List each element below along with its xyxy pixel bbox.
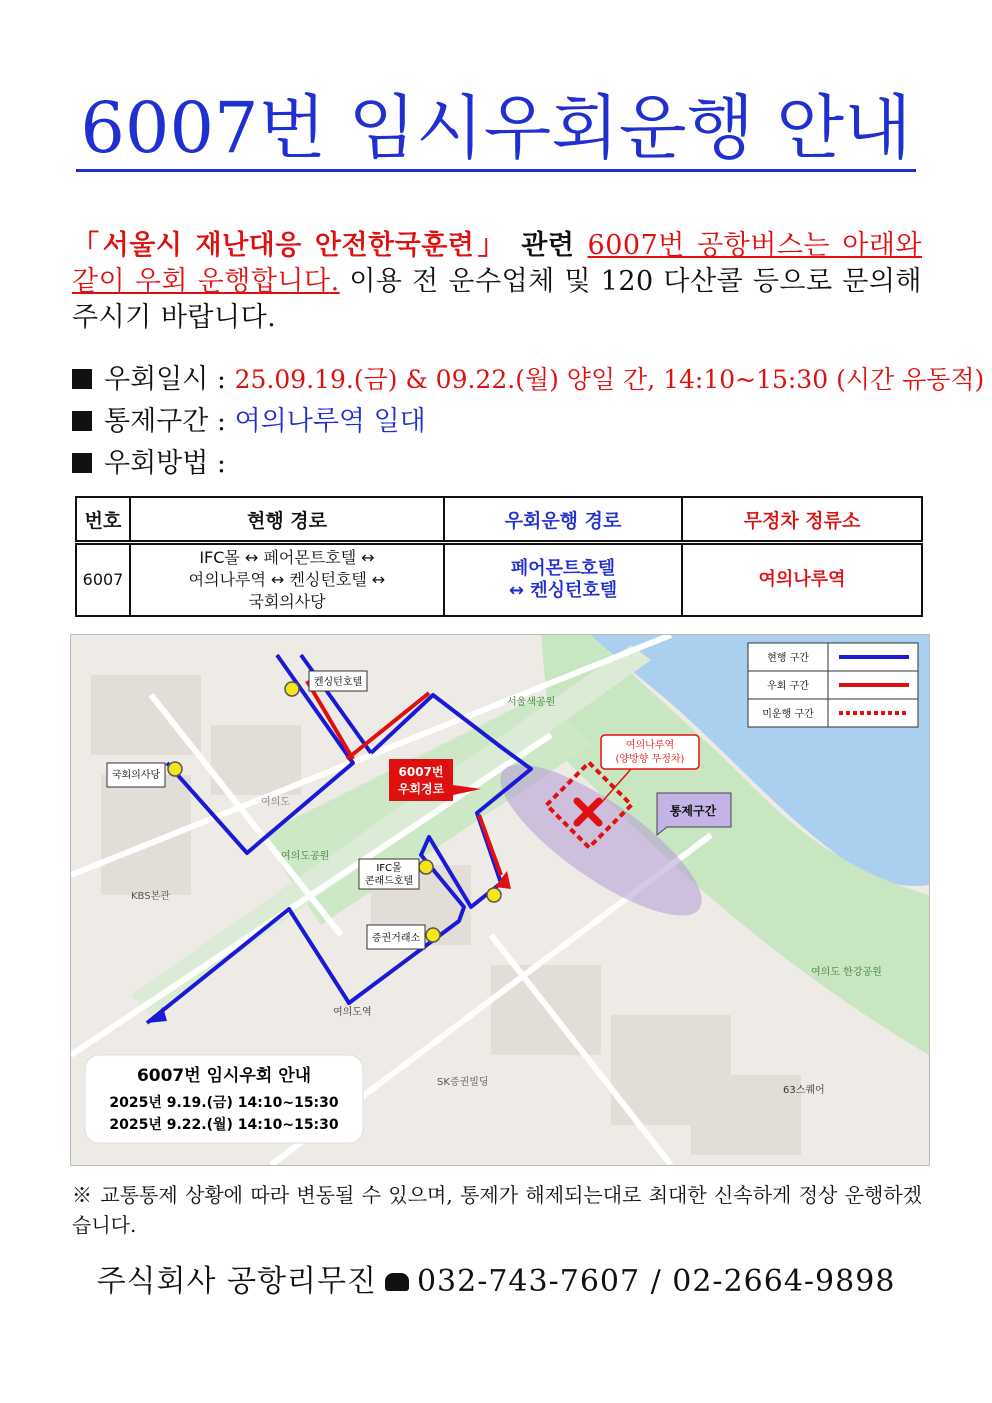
company-name: 주식회사 공항리무진	[96, 1264, 377, 1299]
notice-line2: 2025년 9.22.(월) 14:10~15:30	[109, 1117, 339, 1133]
intro-detour-notice: 6007번 공항버스는 아래와 같이 우회 운행합니다.	[72, 230, 922, 297]
label-63: 63스퀘어	[783, 1085, 825, 1096]
label-hangang: 여의도 한강공원	[811, 967, 882, 978]
bullet-square-icon	[72, 411, 92, 431]
label-yeouido: 여의도	[261, 797, 290, 808]
date-value: 25.09.19.(금) & 09.22.(월) 양일 간, 14:10~15:30 (시간 유동적)	[234, 365, 985, 394]
notice-title: 6007번 임시우회 안내	[136, 1066, 312, 1086]
intro-paragraph	[72, 228, 922, 336]
map-legend	[748, 643, 918, 727]
notice-line1: 2025년 9.19.(금) 14:10~15:30	[109, 1095, 339, 1111]
station-callout-line1: 여의나루역	[625, 740, 675, 751]
intro-event: 「서울시 재난대응 안전한국훈련」	[72, 230, 509, 261]
cell-number: 6007	[76, 543, 130, 617]
route-map	[70, 634, 930, 1166]
notice-paragraph: ※ 교통통제 상황에 따라 변동될 수 있으며, 통제가 해제되는대로 최대한 신속하게 정상 운행하겠습니다.	[72, 1183, 922, 1237]
table-row	[76, 543, 922, 617]
control-callout-label: 통제구간	[669, 804, 717, 818]
map-notice-box	[85, 1055, 363, 1143]
route-table	[75, 496, 923, 617]
label-sk: SK증권빌딩	[437, 1077, 489, 1088]
page-title: 6007번 임시우회운행 안내	[0, 88, 992, 169]
header-nostop: 무정차 정류소	[682, 497, 922, 543]
bullet-square-icon	[72, 453, 92, 473]
header-number: 번호	[76, 497, 130, 543]
label-assembly: 국회의사당	[111, 770, 161, 781]
legend-current-label: 현행 구간	[767, 653, 809, 664]
info-date: 우회일시 : 25.09.19.(금) & 09.22.(월) 양일 간, 14:10~15:30 (시간 유동적)	[72, 362, 984, 398]
footer-contact	[0, 1256, 992, 1300]
phone-icon	[385, 1273, 409, 1291]
legend-unoperated-label: 미운행 구간	[762, 709, 814, 720]
table-header-row	[76, 497, 922, 543]
intro-relation: 관련	[508, 230, 588, 261]
detour-callout-line2: 우회경로	[397, 782, 445, 796]
label-ifc-2: 콘래드호텔	[364, 876, 414, 887]
label-seoul-park: 서울색공원	[507, 697, 556, 708]
label-kbs: KBS본관	[131, 891, 170, 902]
station-callout-line2: (양방향 무정차)	[615, 754, 685, 765]
label-kensington: 켄싱턴호텔	[313, 677, 363, 688]
legend-detour-label: 우회 구간	[767, 681, 809, 692]
cell-nostop: 여의나루역	[682, 543, 922, 617]
bullet-square-icon	[72, 369, 92, 389]
cell-detour-route: 페어몬트호텔 ↔ 켄싱턴호텔	[444, 543, 682, 617]
label-exchange: 증권거래소	[371, 933, 421, 944]
detour-callout-line1: 6007번	[398, 765, 444, 779]
header-detour: 우회운행 경로	[444, 497, 682, 543]
header-current: 현행 경로	[130, 497, 444, 543]
label-yeouido-station: 여의도역	[333, 1007, 372, 1018]
info-section: 통제구간 : 여의나루역 일대	[72, 404, 426, 440]
section-value: 여의나루역 일대	[234, 406, 426, 437]
label-park: 여의도공원	[281, 851, 330, 862]
cell-current-route: IFC몰 ↔ 페어몬트호텔 ↔ 여의나루역 ↔ 켄싱턴호텔 ↔ 국회의사당	[130, 543, 444, 617]
phone-numbers: 032-743-7607 / 02-2664-9898	[416, 1264, 896, 1299]
intro-inquiry: 이용 전 운수업체 및 120 다산콜 등으로 문의해 주시기 바랍니다.	[72, 266, 922, 333]
info-method: 우회방법 :	[72, 446, 226, 482]
label-ifc-1: IFC몰	[376, 863, 402, 874]
